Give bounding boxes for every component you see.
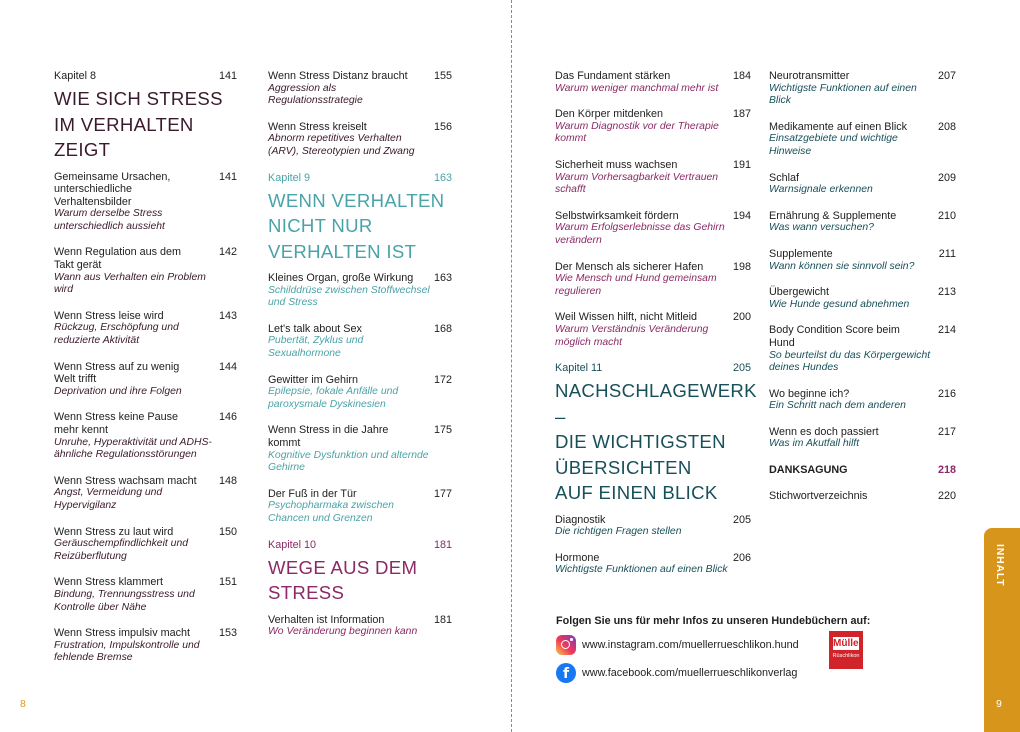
entry-page: 220 (937, 489, 956, 502)
page-number-right: 9 (996, 698, 1002, 710)
entry-title: Supplemente (769, 247, 833, 260)
entry-page: 142 (218, 246, 237, 259)
toc-entry[interactable] (268, 272, 452, 310)
entry-page: 207 (937, 70, 956, 82)
entry-subtitle: Wichtigste Funktionen auf einen Blick (769, 82, 917, 107)
entry-subtitle: Kognitive Dysfunktion und alternde Gehirne (268, 449, 429, 474)
entry-subtitle: Was im Akutfall hilft (769, 438, 860, 450)
entry-subtitle: Schilddrüse zwischen Stoffwechsel und Stress (268, 284, 430, 309)
entry-title: Ernährung & Supplemente (769, 209, 897, 222)
entry-title: Übergewicht (769, 286, 830, 299)
entry-page: 210 (937, 209, 956, 222)
entry-subtitle: Warum Verständnis Veränderung möglich macht (555, 323, 709, 348)
toc-entry[interactable] (54, 411, 237, 461)
chapter-8-block (54, 70, 237, 163)
toc-entry[interactable] (54, 310, 237, 348)
toc-entry-stichwortverzeichnis[interactable] (769, 490, 956, 503)
toc-entry[interactable] (268, 614, 452, 639)
entry-subtitle: Bindung, Trennungsstress und Kontrolle über Nähe (54, 588, 195, 613)
entry-title: DANKSAGUNG (769, 464, 848, 477)
entry-subtitle: Einsatzgebiete und wichtige Hinweise (769, 133, 898, 157)
chapter-9-block (268, 172, 452, 265)
entry-subtitle: Warum Erfolgserlebnisse das Gehirn verändern (555, 222, 725, 246)
toc-entry[interactable] (769, 70, 956, 108)
chapter-heading: WEGE AUS DEM STRESS (268, 556, 418, 604)
entry-page: 155 (433, 70, 452, 82)
entry-title: Wo beginne ich? (769, 387, 850, 400)
entry-page: 146 (218, 411, 237, 424)
entry-page: 172 (433, 373, 452, 386)
entry-title: Stichwortverzeichnis (769, 489, 868, 502)
entry-title: Wenn Stress keine Pause mehr kennt (54, 411, 179, 436)
entry-title: Wenn Stress wachsam macht (54, 474, 197, 487)
entry-title: Wenn es doch passiert (769, 425, 879, 438)
instagram-link[interactable]: www.instagram.com/muellerrueschlikon.hund (582, 639, 799, 651)
right-page (511, 0, 1020, 732)
toc-entry[interactable] (268, 488, 452, 526)
entry-page: 153 (218, 627, 237, 640)
entry-title: Der Fuß in der Tür (268, 487, 357, 500)
entry-page: 187 (732, 108, 751, 121)
toc-entry[interactable] (268, 374, 452, 412)
entry-page: 141 (218, 170, 237, 183)
entry-page: 198 (732, 260, 751, 273)
entry-title: Weil Wissen hilft, nicht Mitleid (555, 311, 697, 324)
entry-subtitle: Epilepsie, fokale Anfälle und paroxysmale Dyskinesien (268, 386, 399, 410)
facebook-link[interactable]: www.facebook.com/muellerrueschlikonverlag (582, 667, 798, 679)
toc-column-2 (268, 70, 452, 652)
toc-entry[interactable] (54, 171, 237, 234)
entry-subtitle: Rückzug, Erschöpfung und reduzierte Aktivität (54, 322, 179, 347)
entry-subtitle: Die richtigen Fragen stellen (555, 526, 682, 538)
chapter-10-block (268, 539, 452, 606)
entry-page: 208 (937, 120, 956, 133)
entry-page: 177 (433, 487, 452, 500)
entry-subtitle: Wann aus Verhalten ein Problem wird (54, 271, 206, 296)
entry-title: Gewitter im Gehirn (268, 373, 358, 386)
entry-page: 163 (433, 272, 452, 285)
entry-page: 209 (937, 171, 956, 184)
toc-entry[interactable] (54, 361, 237, 399)
toc-column-1 (54, 70, 237, 678)
entry-subtitle: Wichtigste Funktionen auf einen Blick (555, 564, 728, 576)
follow-title: Folgen Sie uns für mehr Infos zu unseren Hundebüchern auf: (556, 615, 871, 627)
toc-entry[interactable] (555, 70, 751, 95)
entry-title: Wenn Regulation aus dem Takt gerät (54, 246, 182, 272)
inhalt-tab (984, 528, 1020, 732)
instagram-icon (556, 635, 576, 655)
toc-entry[interactable] (555, 514, 751, 539)
entry-title: Schlaf (769, 171, 800, 184)
entry-title: Das Fundament stärken (555, 70, 671, 82)
entry-page: 150 (218, 525, 237, 538)
entry-page: 211 (938, 247, 956, 260)
facebook-icon: f (556, 663, 576, 683)
entry-page: 217 (937, 425, 956, 438)
entry-subtitle: Angst, Vermeidung und Hypervigilanz (54, 487, 163, 511)
entry-subtitle: Deprivation und ihre Folgen (54, 385, 182, 397)
entry-title: Wenn Stress klammert (54, 576, 163, 589)
toc-entry-danksagung[interactable] (769, 464, 956, 477)
entry-page: 143 (218, 309, 237, 322)
entry-title: Neurotransmitter (769, 70, 850, 82)
toc-entry[interactable] (555, 311, 751, 349)
entry-subtitle: Was wann versuchen? (769, 222, 874, 234)
entry-title: Diagnostik (555, 513, 606, 526)
toc-entry[interactable] (54, 526, 237, 564)
entry-title: Wenn Stress leise wird (54, 309, 164, 322)
entry-page: 181 (433, 613, 452, 626)
entry-page: 148 (218, 474, 237, 487)
toc-entry[interactable] (555, 210, 751, 248)
entry-subtitle: Abnorm repetitives Verhalten (ARV), Stereotypien und Zwang (268, 133, 415, 157)
entry-title: Wenn Stress impulsiv macht (54, 627, 191, 640)
entry-title: Verhalten ist Information (268, 613, 385, 626)
toc-entry[interactable] (769, 248, 956, 273)
toc-entry[interactable] (769, 172, 956, 197)
toc-entry[interactable] (555, 108, 751, 146)
entry-subtitle: Frustration, Impulskontrolle und fehlende Bremse (54, 639, 200, 664)
entry-title: Gemeinsame Ursachen, unterschiedliche Verhaltensbilder (54, 170, 171, 208)
chapter-heading: WIE SICH STRESS IM VERHALTEN ZEIGT (54, 88, 223, 160)
toc-entry[interactable] (555, 159, 751, 197)
entry-title: Medikamente auf einen Blick (769, 120, 908, 133)
entry-subtitle: Warnsignale erkennen (769, 184, 873, 196)
toc-entry[interactable] (555, 261, 751, 299)
entry-title: Wenn Stress Distanz braucht (268, 70, 408, 82)
chapter-page: 181 (433, 538, 452, 551)
toc-entry[interactable] (268, 70, 452, 108)
entry-title: Hormone (555, 551, 600, 564)
toc-entry[interactable] (769, 426, 956, 451)
entry-subtitle: Warum weniger manchmal mehr ist (555, 82, 719, 94)
entry-page: 216 (937, 387, 956, 400)
entry-page: 184 (732, 70, 751, 82)
chapter-heading: NACHSCHLAGEWERK – DIE WICHTIGSTEN ÜBERSICHTEN AUF EINEN BLICK (555, 380, 757, 504)
entry-page: 214 (937, 324, 956, 337)
toc-entry[interactable] (769, 388, 956, 413)
entry-subtitle: Wie Hunde gesund abnehmen (769, 298, 910, 310)
page-number-left: 8 (20, 698, 26, 710)
entry-page: 213 (937, 286, 956, 299)
toc-entry[interactable] (555, 552, 751, 577)
entry-title: Wenn Stress auf zu wenig Welt trifft (54, 360, 180, 386)
entry-subtitle: Psychopharmaka zwischen Chancen und Grenzen (268, 500, 394, 524)
chapter-label: Kapitel 8 (54, 70, 97, 82)
toc-entry[interactable] (54, 576, 237, 614)
toc-column-4 (769, 70, 956, 515)
entry-title: Wenn Stress kreiselt (268, 120, 367, 133)
entry-title: Sicherheit muss wachsen (555, 158, 678, 171)
entry-page: 168 (433, 322, 452, 335)
entry-subtitle: Warum derselbe Stress unterschiedlich aussieht (54, 208, 165, 232)
entry-subtitle: Wann können sie sinnvoll sein? (769, 260, 915, 272)
entry-title: Wenn Stress zu laut wird (54, 525, 174, 538)
entry-subtitle: Geräuschempfindlichkeit und Reizüberflutung (54, 538, 188, 562)
entry-subtitle: Pubertät, Zyklus und Sexualhormone (268, 335, 364, 360)
entry-subtitle: Warum Diagnostik vor der Therapie kommt (555, 120, 719, 145)
entry-page: 151 (218, 576, 237, 589)
entry-subtitle: Unruhe, Hyperaktivität und ADHS-ähnliche Regulationsstörungen (54, 436, 212, 461)
toc-entry[interactable] (769, 324, 956, 374)
entry-title: Let's talk about Sex (268, 322, 362, 335)
entry-title: Wenn Stress in die Jahre kommt (268, 424, 389, 449)
toc-entry[interactable] (54, 475, 237, 513)
entry-subtitle: Warum Vorhersagbarkeit Vertrauen schafft (555, 171, 719, 196)
entry-title: Selbstwirksamkeit fördern (555, 209, 679, 222)
toc-column-3 (555, 70, 757, 590)
toc-entry[interactable] (54, 246, 237, 296)
chapter-11-block (555, 362, 757, 506)
entry-subtitle: Wie Mensch und Hund gemeinsam regulieren (555, 273, 717, 297)
toc-entry[interactable] (769, 121, 956, 159)
publisher-logo: Müller Rüschlikon (829, 631, 863, 669)
entry-page: 156 (433, 120, 452, 133)
entry-title: Der Mensch als sicherer Hafen (555, 260, 704, 273)
toc-entry[interactable] (268, 424, 452, 474)
entry-page: 144 (218, 360, 237, 373)
chapter-heading: WENN VERHALTEN NICHT NUR VERHALTEN IST (268, 189, 445, 262)
entry-page: 218 (937, 464, 956, 477)
entry-page: 175 (433, 424, 452, 437)
entry-page: 194 (732, 209, 751, 222)
entry-page: 191 (732, 158, 751, 171)
entry-title: Kleines Organ, große Wirkung (268, 272, 414, 285)
chapter-label: Kapitel 10 (268, 538, 317, 551)
toc-entry[interactable] (268, 323, 452, 361)
tab-label: INHALT (994, 544, 1006, 587)
entry-page: 206 (732, 551, 751, 564)
entry-title: Body Condition Score beim Hund (769, 324, 900, 349)
toc-entry[interactable] (769, 286, 956, 311)
entry-page: 200 (732, 311, 751, 324)
entry-page: 205 (732, 513, 751, 526)
chapter-page: 205 (732, 362, 751, 375)
toc-entry[interactable] (268, 121, 452, 159)
chapter-label: Kapitel 11 (555, 362, 603, 375)
entry-subtitle: Ein Schritt nach dem anderen (769, 400, 906, 412)
entry-title: Den Körper mitdenken (555, 108, 664, 121)
chapter-page: 163 (433, 171, 452, 184)
toc-entry[interactable] (54, 627, 237, 665)
entry-subtitle: So beurteilst du das Körpergewicht deines Hundes (769, 349, 931, 374)
chapter-page: 141 (218, 70, 237, 82)
entry-subtitle: Wo Veränderung beginnen kann (268, 626, 418, 638)
toc-entry[interactable] (769, 210, 956, 235)
entry-subtitle: Aggression als Regulationsstrategie (268, 82, 363, 107)
chapter-label: Kapitel 9 (268, 171, 311, 184)
